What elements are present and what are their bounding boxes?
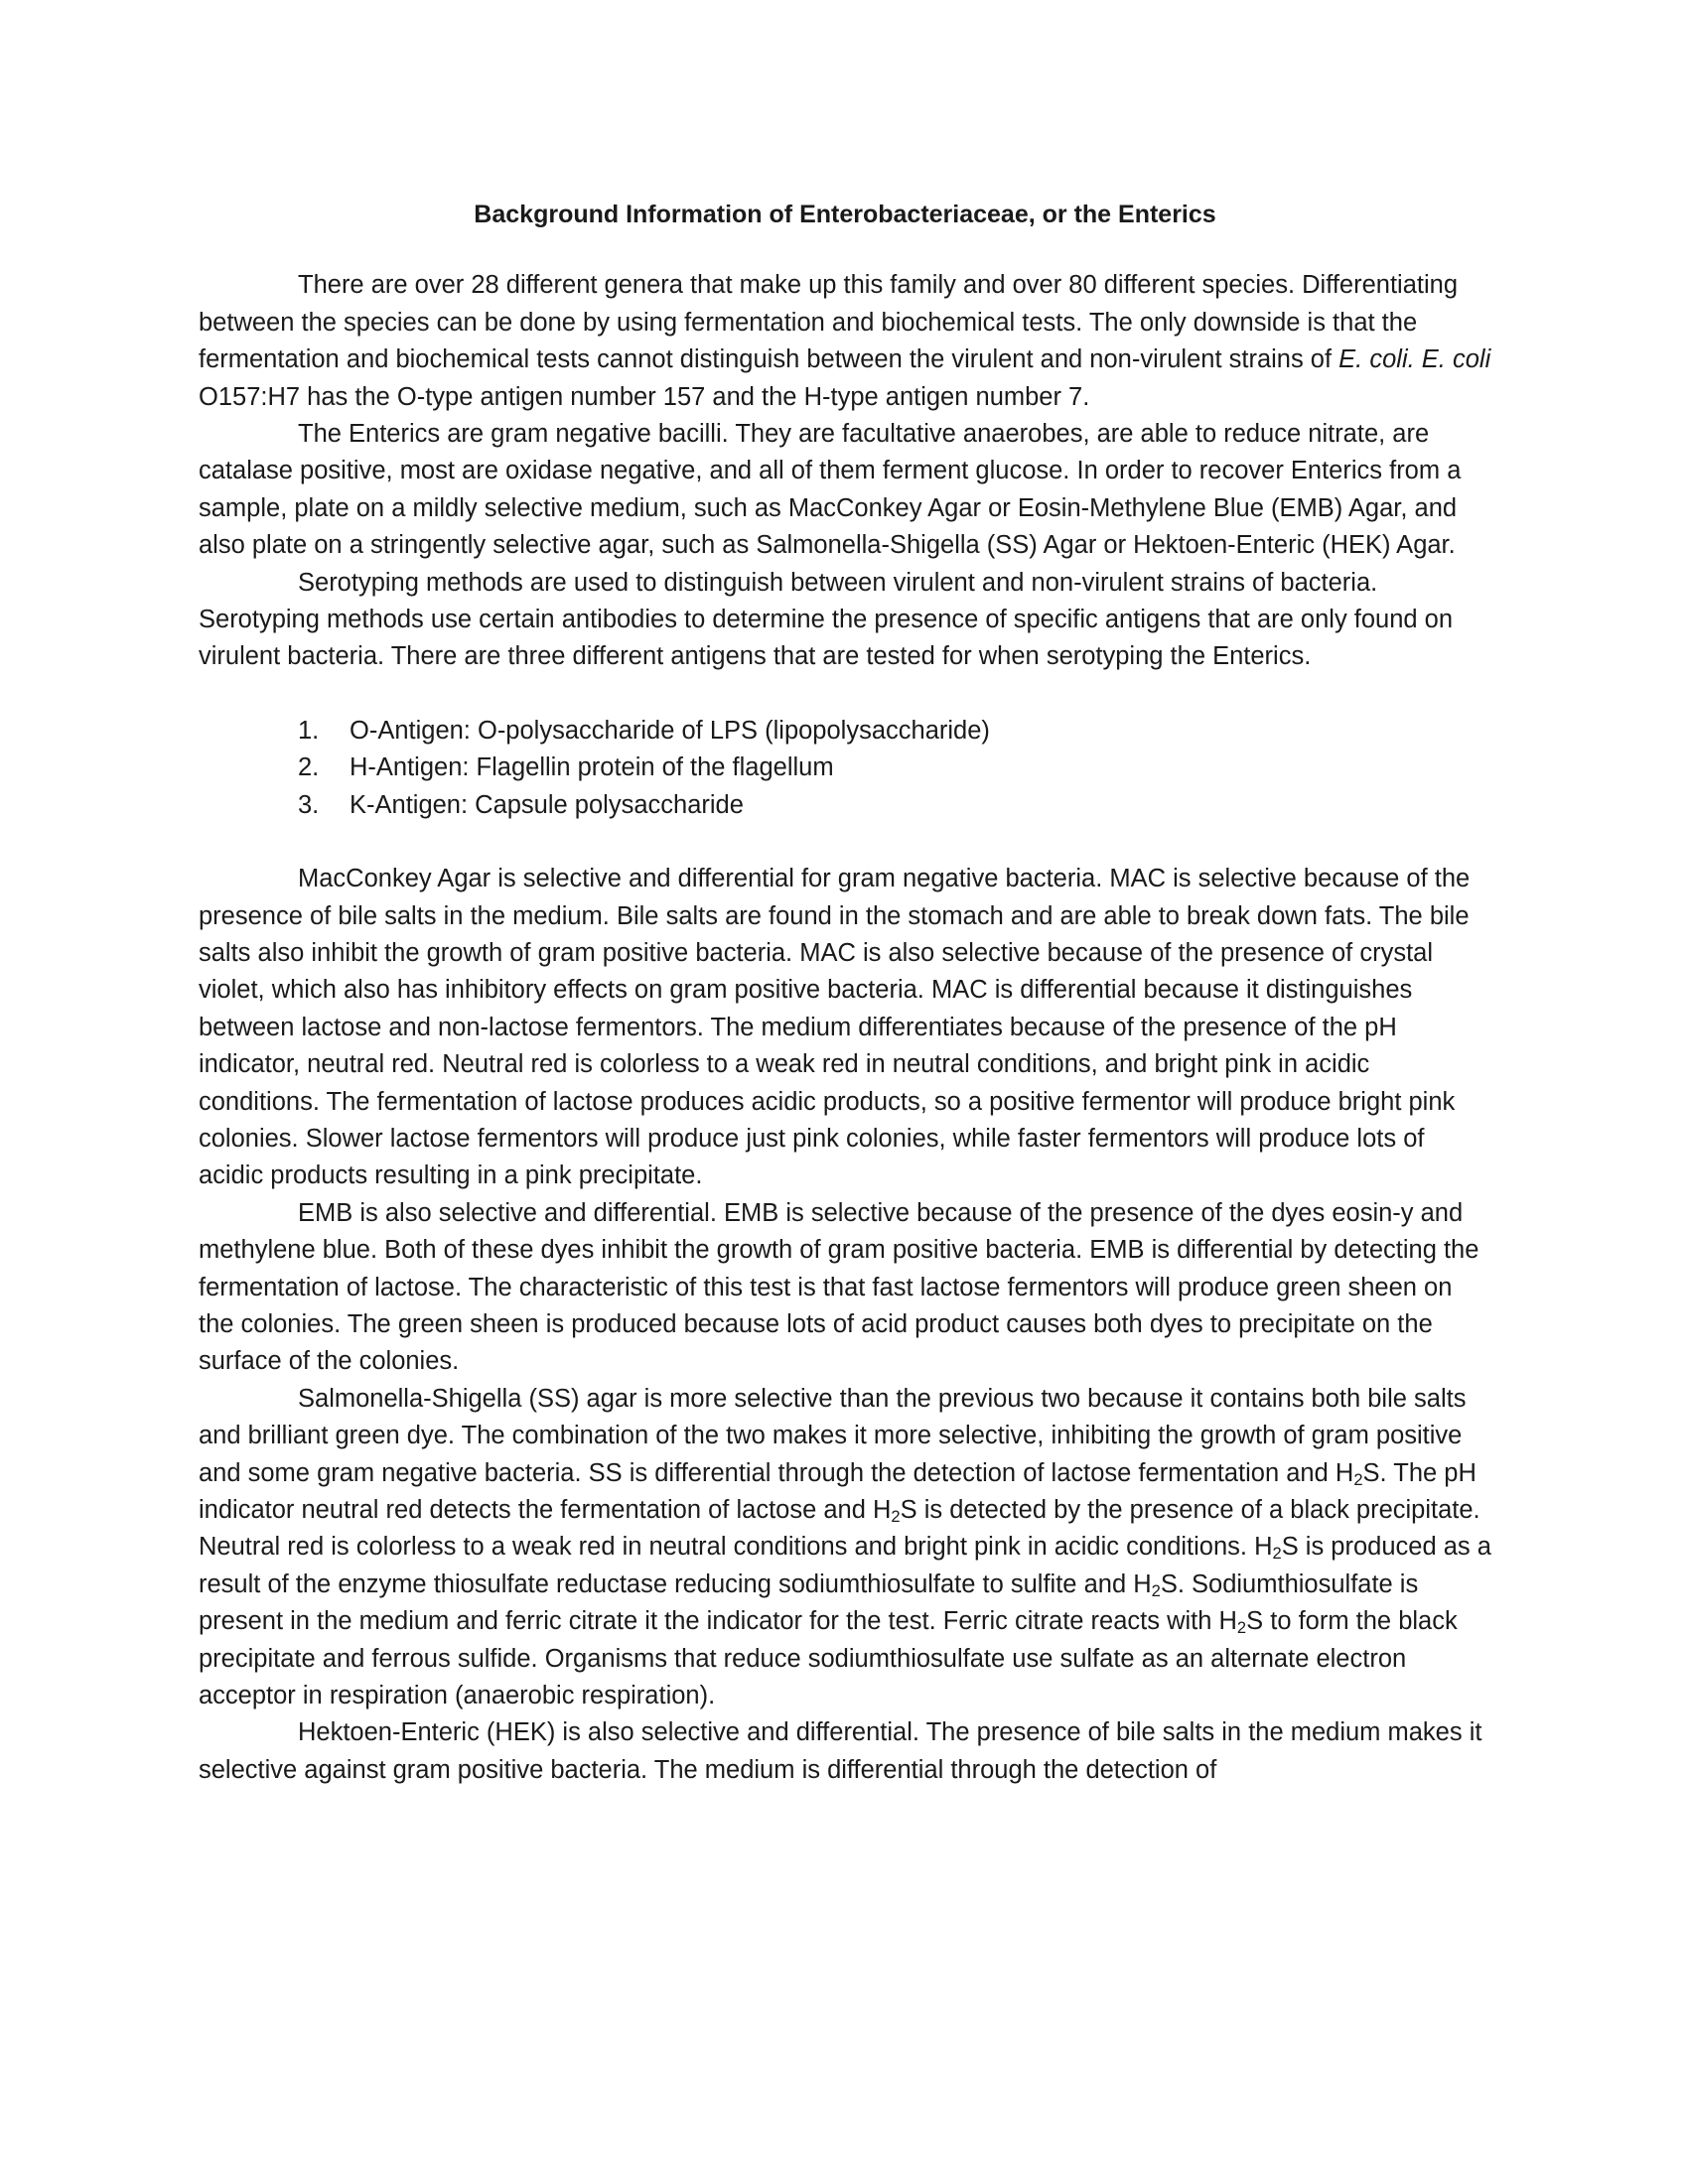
paragraph-enterics-properties: The Enterics are gram negative bacilli. They are facultative anaerobes, are able to reduce nitrate, are catalase positive, most are oxidase negative, and all of them ferment glucose. In order to recover Enterics from a sample, plate on a mildly selective medium, such as MacConkey Agar or Eosin-Methylene Blue (EMB) Agar, and also plate on a stringently selective agar, such as Salmonella-Shigella (SS) Agar or Hektoen-Enteric (HEK) Agar. [199,420,1462,560]
list-item-number: 1. [298,716,320,745]
document-page [199,197,1491,1789]
paragraph-serotyping: Serotyping methods are used to distinguish between virulent and non-virulent strains of bacteria. Serotyping methods use certain antibodies to determine the presence of specific antigens that are only found on virulent bacteria. There are three different antigens that are tested for when serotyping the Enterics. [199,568,1454,671]
species-name-ecoli: E. coli. [1338,345,1415,374]
paragraph-genera-text-b: O157:H7 has the O-type antigen number 157 and the H-type antigen number 7. [199,382,1090,411]
paragraph-genera-text-a: There are over 28 different genera that make up this family and over 80 different species. Differentiating between the species can be done by using fermentation and biochemical tests. The only downside is that the fermentation and biochemical tests cannot distinguish between the virulent and non-virulent strains of [199,271,1459,374]
antigen-list [199,713,1491,824]
list-item-number: 3. [298,790,320,819]
species-name-ecoli: E. coli [1421,345,1491,374]
paragraph-genera [199,267,1491,416]
list-item-text: K-Antigen: Capsule polysaccharide [350,790,744,819]
paragraph-macconkey: MacConkey Agar is selective and differential for gram negative bacteria. MAC is selective because of the presence of bile salts in the medium. Bile salts are found in the stomach and are able to break down fats. The bile salts also inhibit the growth of gram positive bacteria. MAC is also selective because of the presence of crystal violet, which also has inhibitory effects on gram positive bacteria. MAC is differential because it distinguishes between lactose and non-lactose fermentors. The medium differentiates because of the presence of the pH indicator, neutral red. Neutral red is colorless to a weak red in neutral conditions, and bright pink in acidic conditions. The fermentation of lactose produces acidic products, so a positive fermentor will produce bright pink colonies. Slower lactose fermentors will produce just pink colonies, while faster fermentors will produce lots of acidic products resulting in a pink precipitate. [199,865,1471,1190]
list-item-text: O-Antigen: O-polysaccharide of LPS (lipopolysaccharide) [350,716,990,745]
list-item [199,787,1491,824]
list-item [199,713,1491,750]
document-title: Background Information of Enterobacteriaceae, or the Enterics [474,201,1216,228]
paragraph-ss-agar: Salmonella-Shigella (SS) agar is more selective than the previous two because it contains both bile salts and brilliant green dye. The combination of the two makes it more selective, inhibiting the growth of gram positive and some gram negative bacteria. SS is differential through the detection of lactose fermentation and $H_2S$. The pH indicator neutral red detects the fermentation of lactose and $H_2S$ is detected by the presence of a black precipitate. Neutral red is colorless to a weak red in neutral conditions and bright pink in acidic conditions. $H_2S$ is produced as a result of the enzyme thiosulfate reductase reducing sodiumthiosulfate to sulfite and $H_2S$. Sodiumthiosulfate is present in the medium and ferric citrate it the indicator for the test. Ferric citrate reacts with $H_2S$ to form the black precipitate and ferrous sulfide. Organisms that reduce sodiumthiosulfate use sulfate as an alternate electron acceptor in respiration (anaerobic respiration). [199,1384,1491,1710]
list-item [199,750,1491,786]
paragraph-emb: EMB is also selective and differential. EMB is selective because of the presence of the dyes eosin-y and methylene blue. Both of these dyes inhibit the growth of gram positive bacteria. EMB is differential by detecting the fermentation of lactose. The characteristic of this test is that fast lactose fermentors will produce green sheen on the colonies. The green sheen is produced because lots of acid product causes both dyes to precipitate on the surface of the colonies. [199,1198,1479,1376]
list-item-number: 2. [298,753,320,782]
list-item-text: H-Antigen: Flagellin protein of the flagellum [350,753,834,782]
paragraph-hektoen: Hektoen-Enteric (HEK) is also selective and differential. The presence of bile salts in the medium makes it selective against gram positive bacteria. The medium is differential through the detection of [199,1718,1482,1784]
